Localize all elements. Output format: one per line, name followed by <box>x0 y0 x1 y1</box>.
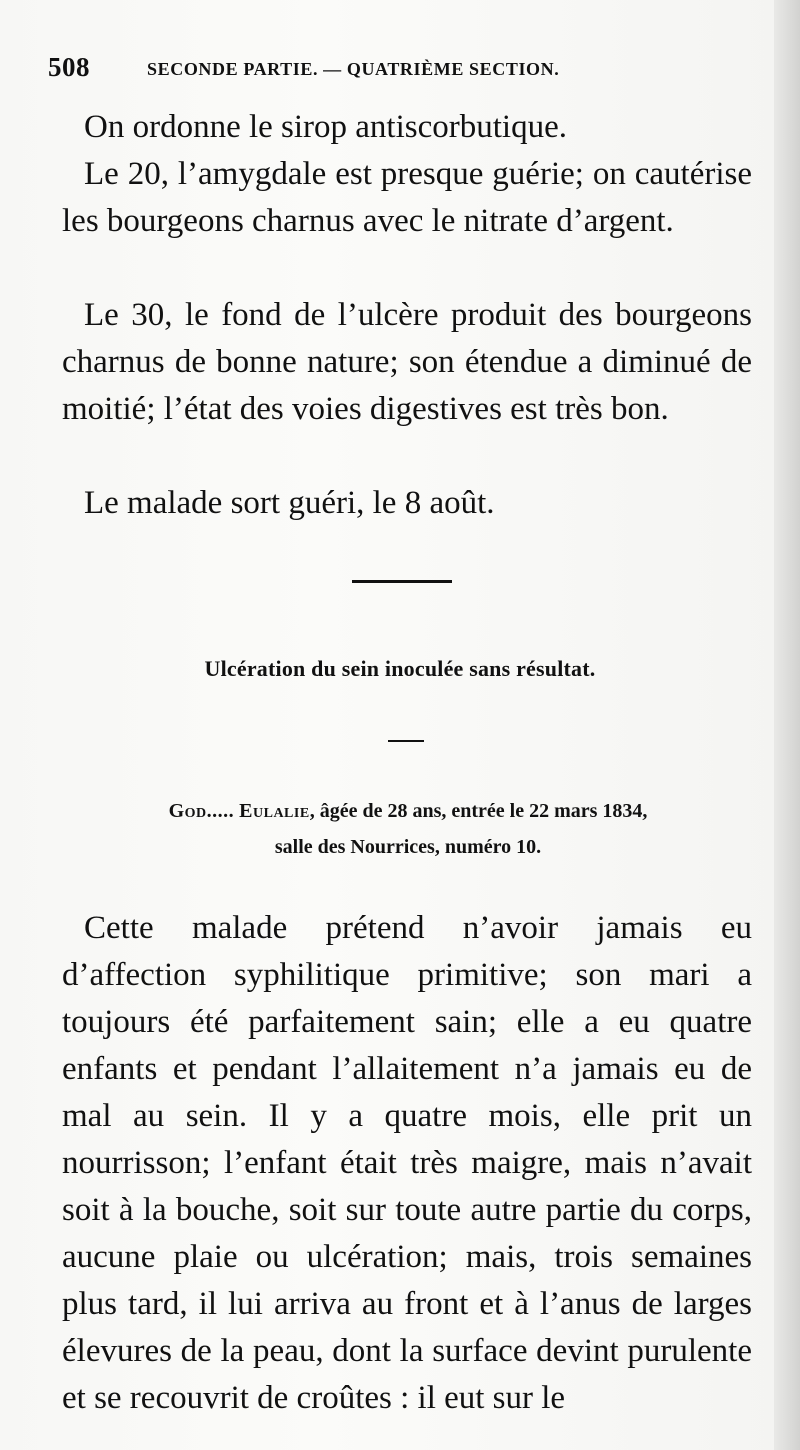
paragraph-le-30: Le 30, le fond de l’ulcère produit des bourgeons charnus de bonne nature; son étendue a diminué de moitié; l’état des voies digestives est très bon. <box>62 297 752 427</box>
patient-name: Eulalie <box>239 800 310 822</box>
case-heading <box>58 793 758 865</box>
running-head: SECONDE PARTIE. — QUATRIÈME SECTION. <box>147 59 560 79</box>
paragraph-sirop: On ordonne le sirop antiscorbutique. <box>84 109 567 145</box>
section-divider <box>352 580 452 583</box>
paragraph-case-narrative: Cette malade prétend n’avoir jamais eu d’affection syphilitique primitive; son mari a toujours été parfaitement sain; elle a eu quatre enfants et pendant l’allaitement n’a jamais eu de mal au sein. Il y a quatre mois, elle prit un nourrisson; l’enfant était très maigre, mais n’avait soit à la bouche, soit sur toute autre partie du corps, aucune plaie ou ulcération; mais, trois semaines plus tard, il lui arriva au front et à l’anus de larges élevures de la peau, dont la surface devint purulente et se recouvrit de croûtes : il eut sur le <box>62 910 752 1416</box>
patient-details: , âgée de 28 ans, entrée le 22 mars 1834, <box>309 800 648 822</box>
patient-name-prefix: God..... <box>168 800 235 822</box>
paragraph-sortie: Le malade sort guéri, le 8 août. <box>84 485 495 521</box>
title-divider <box>388 740 424 742</box>
page-number: 508 <box>48 52 90 82</box>
page-header <box>42 52 762 88</box>
section-title: Ulcération du sein inoculée sans résultat. <box>204 656 596 681</box>
page-edge-shadow <box>774 0 800 1450</box>
case-line-1 <box>58 793 758 829</box>
case-line-2: salle des Nourrices, numéro 10. <box>274 836 542 858</box>
paragraph-le-20: Le 20, l’amygdale est presque guérie; on cautérise les bourgeons charnus avec le nitrate d’argent. <box>62 156 752 239</box>
